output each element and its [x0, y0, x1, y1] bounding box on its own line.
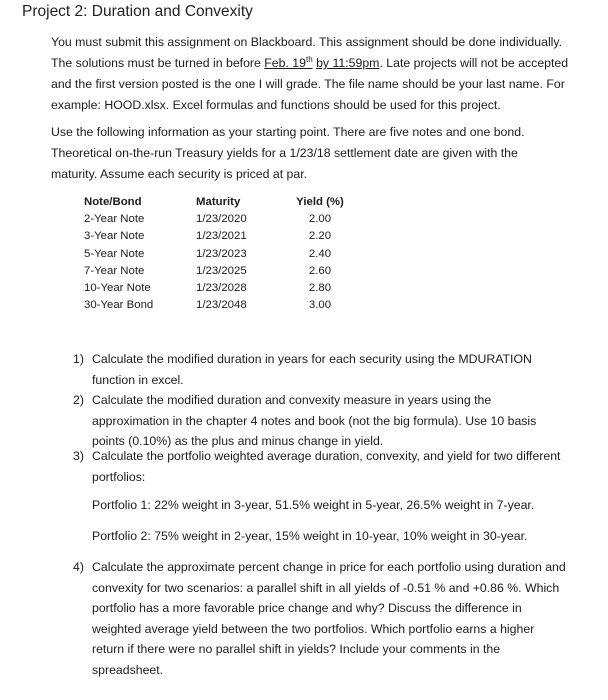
cell-yield: 2.80 [308, 281, 332, 294]
intro-line-4: example: HOOD.xlsx. Excel formulas and functions should be used for this project. [51, 98, 501, 112]
cell-security: 3-Year Note [84, 230, 145, 243]
intro-line-1: You must submit this assignment on Blackboard. This assignment should be done individually. [51, 35, 563, 49]
question-line: Calculate the portfolio weighted average duration, convexity, and yield for two different [92, 449, 561, 463]
intro-line-2-end: . Late projects will not be accepted [379, 56, 569, 70]
question-text [92, 349, 593, 390]
cell-yield: 2.40 [308, 247, 332, 260]
table-row [84, 280, 344, 297]
question-line: spreadsheet. [92, 662, 164, 677]
question-line: convexity for two scenarios: a parallel shift in all yields of -0.51 % and +0.86 %. Which [92, 580, 560, 595]
portfolio-2: Portfolio 2: 75% weight in 2-year, 15% weight in 10-year, 10% weight in 30-year. [92, 529, 528, 543]
question-line: Calculate the modified duration and convexity measure in years using the [92, 393, 492, 407]
question-1 [73, 349, 593, 390]
table-row [84, 228, 344, 245]
portfolio-1: Portfolio 1: 22% weight in 3-year, 51.5% weight in 5-year, 26.5% weight in 7-year. [92, 498, 535, 512]
cell-maturity: 1/23/2021 [196, 230, 247, 243]
question-text [92, 446, 593, 487]
cell-maturity: 1/23/2023 [196, 247, 247, 260]
info-line-1: Use the following information as your starting point. There are five notes and one bond. [51, 125, 525, 139]
table-header-row [84, 194, 344, 211]
cell-security: 10-Year Note [84, 281, 151, 294]
table-row [84, 297, 344, 314]
header-note-bond: Note/Bond [84, 196, 142, 208]
cell-security: 30-Year Bond [84, 299, 154, 312]
table-row [84, 211, 344, 228]
question-line: function in excel. [92, 372, 184, 387]
table-row [84, 246, 344, 263]
cell-security: 7-Year Note [84, 264, 145, 277]
due-time: by 11:59pm [316, 56, 380, 70]
page-title: Project 2: Duration and Convexity [22, 3, 253, 20]
question-4 [73, 557, 593, 680]
question-line: portfolios: [92, 469, 146, 484]
cell-maturity: 1/23/2028 [196, 281, 247, 294]
question-line: return if there were no parallel shift in yields? Include your comments in the [92, 642, 501, 656]
question-line: portfolio has a more favorable price change and why? Discuss the difference in [92, 601, 522, 615]
cell-yield: 2.60 [308, 264, 332, 277]
info-line-2: Theoretical on-the-run Treasury yields for a 1/23/18 settlement date are given with the [51, 146, 518, 160]
due-date-text: Feb. 19 [264, 56, 306, 70]
question-line: approximation in the chapter 4 notes and book (not the big formula). Use 10 basis [92, 413, 537, 428]
due-date [264, 56, 312, 70]
cell-security: 2-Year Note [84, 213, 145, 226]
treasury-table [84, 194, 344, 314]
cell-maturity: 1/23/2020 [196, 213, 247, 226]
header-yield: Yield (%) [296, 196, 344, 208]
question-number: 3) [73, 449, 84, 463]
question-3 [73, 446, 593, 487]
question-text [92, 390, 593, 452]
intro-line-3: and the first version posted is the one I will grade. The file name should be your last name. For [51, 77, 565, 91]
question-line: Calculate the modified duration in years for each security using the MDURATION [92, 352, 532, 366]
due-date-suffix: th [305, 55, 313, 64]
question-2 [73, 390, 593, 452]
cell-security: 5-Year Note [84, 247, 145, 260]
cell-maturity: 1/23/2025 [196, 264, 247, 277]
intro-paragraph [51, 32, 591, 116]
question-number: 4) [73, 560, 84, 574]
question-text [92, 557, 593, 680]
cell-yield: 3.00 [308, 299, 332, 312]
info-paragraph [51, 122, 591, 185]
info-line-3: maturity. Assume each security is priced at par. [51, 167, 308, 181]
intro-line-2 [51, 53, 591, 74]
question-line: weighted average yield between the two portfolios. Which portfolio earns a higher [92, 621, 535, 636]
question-line: points (0.10%) as the plus and minus change in yield. [92, 434, 384, 448]
question-number: 2) [73, 393, 84, 407]
cell-yield: 2.20 [308, 230, 332, 243]
cell-yield: 2.00 [308, 213, 332, 226]
question-number: 1) [73, 352, 84, 366]
header-maturity: Maturity [196, 196, 241, 208]
question-line: Calculate the approximate percent change in price for each portfolio using duration and [92, 560, 566, 574]
cell-maturity: 1/23/2048 [196, 299, 247, 312]
table-row [84, 263, 344, 280]
intro-line-2-start: The solutions must be turned in before [51, 56, 265, 70]
